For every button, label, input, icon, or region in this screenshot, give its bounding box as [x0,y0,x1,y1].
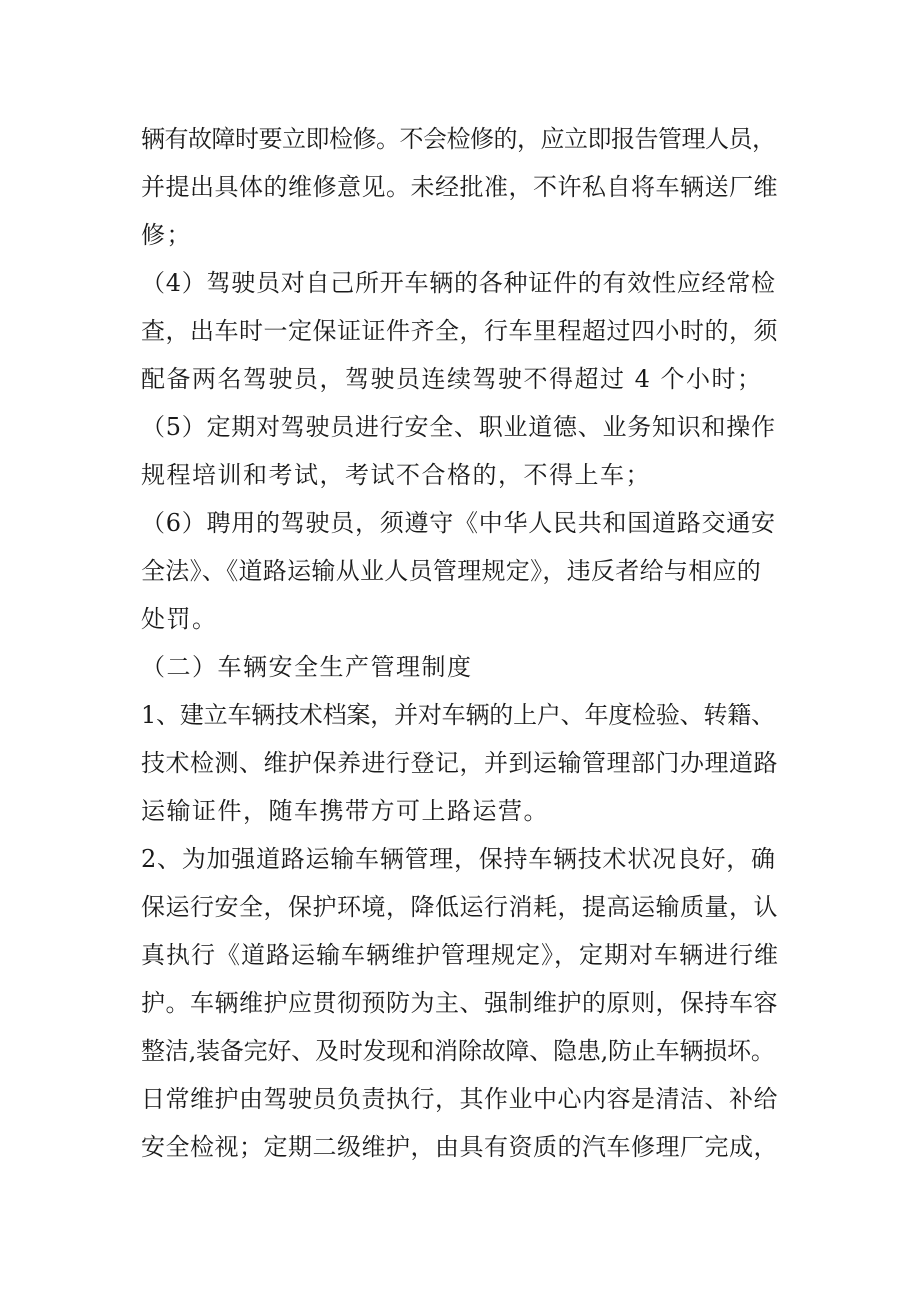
text-line: 技术检测、维护保养进行登记，并到运输管理部门办理道路 [141,749,778,777]
text-line: 护。车辆维护应贯彻预防为主、强制维护的原则，保持车容 [141,989,778,1017]
text-line: 查，出车时一定保证证件齐全，行车里程超过四小时的，须 [141,317,778,345]
text-line: 全法》、《道路运输从业人员管理规定》，违反者给与相应的 [141,557,762,585]
text-line: 处罚。 [141,605,218,633]
text-line: （4）驾驶员对自己所开车辆的各种证件的有效性应经常检 [141,269,776,297]
text-line: 规程培训和考试，考试不合格的，不得上车； [141,461,651,489]
text-line: （6）聘用的驾驶员，须遵守《中华人民共和国道路交通安 [141,509,776,537]
text-line: 安全检视；定期二级维护，由具有资质的汽车修理厂完成， [141,1133,778,1161]
text-line: 2、为加强道路运输车辆管理，保持车辆技术状况良好，确 [141,845,776,873]
text-line: 整洁,装备完好、及时发现和消除故障、隐患,防止车辆损坏。 [141,1037,775,1065]
text-line: 日常维护由驾驶员负责执行，其作业中心内容是清洁、补给 [141,1085,778,1113]
text-line: 运输证件，随车携带方可上路运营。 [141,797,549,825]
text-line: 辆有故障时要立即检修。不会检修的，应立即报告管理人员， [141,125,776,153]
text-line: 真执行《道路运输车辆维护管理规定》，定期对车辆进行维 [141,941,779,969]
document-body [141,115,781,1171]
text-line: 1、建立车辆技术档案，并对车辆的上户、年度检验、转籍、 [141,701,775,729]
text-line: 配备两名驾驶员，驾驶员连续驾驶不得超过 4 个小时； [141,365,763,393]
text-line: 并提出具体的维修意见。未经批准，不许私自将车辆送厂维 [141,173,778,201]
text-line: 修； [141,221,192,249]
text-line: （5）定期对驾驶员进行安全、职业道德、业务知识和操作 [141,413,776,441]
text-line: 保运行安全，保护环境，降低运行消耗，提高运输质量，认 [141,893,778,921]
section-heading: （二）车辆安全生产管理制度 [141,653,473,681]
